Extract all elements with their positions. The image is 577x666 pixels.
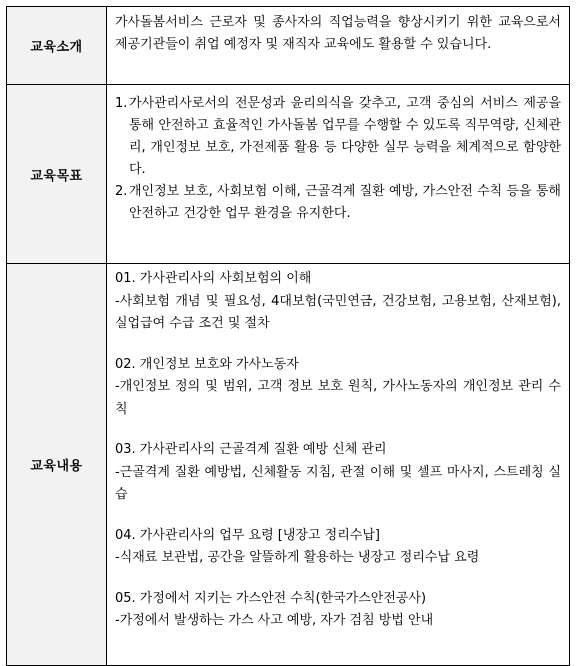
goal-text: 개인정보 보호, 사회보험 이해, 근골격계 질환 예방, 가스안전 수칙 등을 통해 안전하고 건강한 업무 환경을 유지한다.	[129, 184, 561, 221]
curriculum-section	[115, 439, 561, 507]
intro-text: 가사돌봄서비스 근로자 및 종사자의 직업능력을 향상시키기 위한 교육으로서 제공기관들이 취업 예정자 및 재직자 교육에도 활용할 수 있습니다.	[107, 7, 570, 85]
curriculum-section	[115, 588, 561, 633]
label-goals: 교육목표	[7, 85, 107, 264]
row-goals	[7, 85, 570, 264]
label-intro: 교육소개	[7, 7, 107, 85]
section-title: 03. 가사관리사의 근골격계 질환 예방 신체 관리	[115, 442, 387, 457]
education-info-table	[6, 6, 570, 666]
section-title: 01. 가사관리사의 사회보험의 이해	[115, 271, 312, 286]
goal-number: 1.	[115, 96, 128, 111]
label-details: 교육내용	[7, 264, 107, 666]
section-title: 02. 개인정보 보호와 가사노동자	[115, 356, 299, 372]
goal-number: 2.	[115, 184, 128, 199]
goal-text: 가사관리사로서의 전문성과 윤리의식을 갖추고, 고객 중심의 서비스 제공을 통해 안전하고 효율적인 가사돌봄 업무를 수행할 수 있도록 직무역량, 신체관리, 개인정보 보호, 가전제품 활용 등 다양한 실무 능력을 체계적으로 함양한다.	[129, 96, 561, 177]
section-body: -근골격계 질환 예방법, 신체활동 지침, 관절 이해 및 셀프 마사지, 스트레칭 실습	[115, 464, 561, 502]
section-body: -사회보험 개념 및 필요성, 4대보험(국민연금, 건강보험, 고용보험, 산재보험), 실업급여 수급 조건 및 절차	[115, 293, 561, 331]
section-body: -식재료 보관법, 공간을 알뜰하게 활용하는 냉장고 정리수납 요령	[115, 550, 480, 565]
curriculum-section	[115, 268, 561, 336]
curriculum-section	[115, 354, 561, 422]
goals-cell	[107, 85, 570, 264]
row-intro	[7, 7, 570, 85]
section-title: 05. 가정에서 지키는 가스안전 수칙(한국가스안전공사)	[115, 590, 427, 606]
row-details	[7, 264, 570, 666]
goal-item	[115, 181, 561, 225]
section-title: 04. 가사관리사의 업무 요령 [냉장고 정리수납]	[115, 527, 380, 543]
details-cell	[107, 264, 570, 666]
section-body: -가정에서 발생하는 가스 사고 예방, 자가 검침 방법 안내	[115, 613, 434, 628]
curriculum-section	[115, 525, 561, 570]
goal-item	[115, 93, 561, 181]
section-body: -개인정보 정의 및 범위, 고객 정보 보호 원칙, 가사노동자의 개인정보 관리 수칙	[115, 379, 561, 417]
